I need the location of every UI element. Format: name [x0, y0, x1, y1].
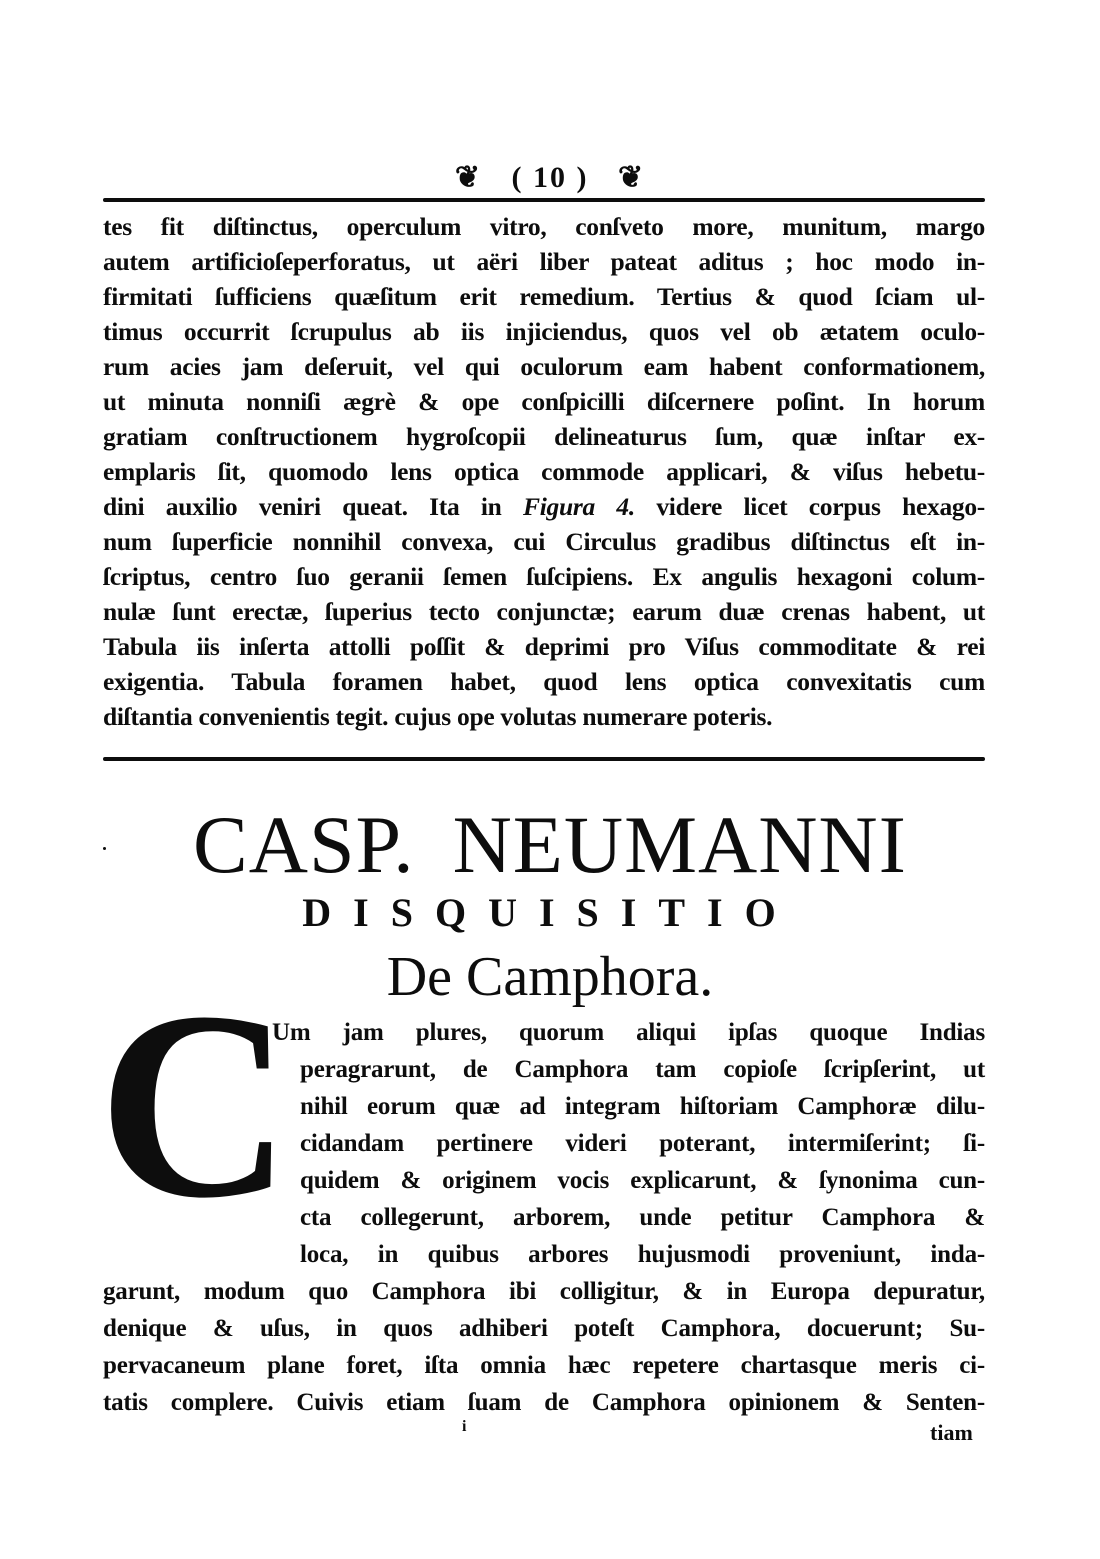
- text-line: nihil eorum quæ ad integram hiſtoriam Camphoræ dilu-: [300, 1093, 985, 1120]
- drop-cap: C: [98, 956, 292, 1253]
- text-line: gratiam conſtructionem hygroſcopii delineaturus ſum, quæ inſtar ex-: [103, 422, 985, 451]
- section-title-author: [0, 800, 1100, 890]
- signature-mark: i: [462, 1418, 467, 1435]
- running-header: [0, 158, 1100, 198]
- header-rule: [103, 198, 985, 202]
- text-line: autem artificioſeperforatus, ut aëri liber pateat aditus ; hoc modo in-: [103, 247, 985, 276]
- text-line: rum acies jam deſeruit, vel qui oculorum eam habent conformationem,: [103, 352, 985, 381]
- text-line: ut minuta nonniſi ægrè & ope conſpicilli diſcernere poſint. In horum: [103, 387, 985, 416]
- text-line: cidandam pertinere videri poterant, intermiſerint; ſi-: [300, 1130, 985, 1157]
- page-number: ( 10 ): [511, 161, 589, 194]
- text-line: Tabula iis inſerta attolli poſſit & deprimi pro Viſus commoditate & rei: [103, 632, 985, 661]
- text-line: peragrarunt, de Camphora tam copioſe ſcripſerint, ut: [300, 1056, 985, 1083]
- title-neumanni: NEUMANNI: [452, 799, 907, 890]
- fleuron-right-icon: ❦: [617, 161, 646, 194]
- section-title-subject: De Camphora.: [386, 946, 714, 1008]
- text-line: ſcriptus, centro ſuo geranii ſemen ſuſcipiens. Ex angulis hexagoni colum-: [103, 562, 985, 591]
- text-line: diſtantia convenientis tegit. cujus ope volutas numerare poteris.: [103, 702, 773, 731]
- text-line: pervacaneum plane foret, iſta omnia hæc repetere chartasque meris ci-: [103, 1352, 985, 1379]
- text-line: timus occurrit ſcrupulus ab iis injiciendus, quos vel ob ætatem oculo-: [103, 317, 985, 346]
- text-line: dini auxilio veniri queat. Ita in Figura 4. videre licet corpus hexago-: [103, 492, 985, 521]
- figure-reference: Figura 4.: [523, 492, 635, 521]
- fleuron-left-icon: ❦: [454, 161, 482, 194]
- text-line: tatis complere. Cuivis etiam ſuam de Camphora opinionem & Senten-: [103, 1389, 985, 1416]
- text-line: nulæ ſunt erectæ, ſuperius tecto conjunctæ; earum duæ crenas habent, ut: [103, 597, 985, 626]
- text-line: firmitati ſufficiens quæſitum erit remedium. Tertius & quod ſciam ul-: [103, 282, 985, 311]
- section-divider-rule: [103, 757, 985, 761]
- catchword: tiam: [930, 1420, 973, 1445]
- text-line: emplaris ſit, quomodo lens optica commode applicari, & viſus hebetu-: [103, 457, 985, 486]
- text-line: denique & uſus, in quos adhiberi poteſt Camphora, docuerunt; Su-: [103, 1315, 985, 1342]
- text-line: loca, in quibus arbores hujusmodi proveniunt, inda-: [300, 1241, 985, 1268]
- text-line: exigentia. Tabula foramen habet, quod lens optica convexitatis cum: [103, 667, 985, 696]
- text-line: tes fit diſtinctus, operculum vitro, conſveto more, munitum, margo: [103, 212, 985, 241]
- text-line: cta collegerunt, arborem, unde petitur Camphora &: [300, 1204, 985, 1231]
- text-line: quidem & originem vocis explicarunt, & ſynonima cun-: [300, 1167, 985, 1194]
- title-casp: CASP.: [193, 799, 415, 890]
- section-title-disquisitio: DISQUISITIO: [302, 890, 798, 935]
- text-line: Um jam plures, quorum aliqui ipſas quoque Indias: [272, 1019, 985, 1046]
- text-line: num ſuperficie nonnihil convexa, cui Circulus gradibus diſtinctus eſt in-: [103, 527, 985, 556]
- text-line: garunt, modum quo Camphora ibi colligitur, & in Europa depuratur,: [103, 1278, 985, 1305]
